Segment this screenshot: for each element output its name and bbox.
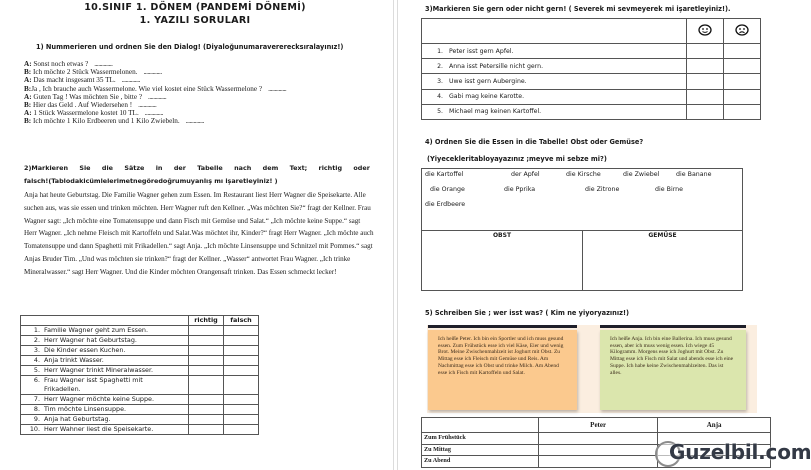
table-row (21, 366, 259, 376)
richtig-cell[interactable] (189, 346, 224, 356)
title-word: Sätze (124, 164, 145, 172)
speaker: A: (24, 92, 32, 101)
falsch-cell[interactable] (224, 405, 259, 415)
dialog-line (24, 85, 286, 93)
statement (21, 376, 189, 395)
statement-text: Familie Wagner geht zum Essen. (44, 326, 148, 334)
richtig-cell[interactable] (189, 376, 224, 395)
richtig-cell[interactable] (189, 395, 224, 405)
speaker: B: (24, 117, 32, 126)
table-row (422, 44, 761, 59)
statement (21, 336, 189, 346)
statement-text: Tim möchte Linsensuppe. (44, 405, 127, 413)
q2-title (24, 164, 370, 172)
dialog-line (24, 76, 286, 84)
dialog-line (24, 60, 286, 68)
q4-subtitle: (Yiyecekleritabloyayazınız ;meyve mi sebze mi?) (427, 155, 607, 163)
word: die Kartoffel (425, 171, 464, 178)
row-number: 3. (33, 346, 40, 354)
meal-label: Zu Mittag (422, 444, 539, 456)
falsch-cell[interactable] (224, 376, 259, 395)
peter-card: Ich heiße Peter. Ich bin ein Sportler und ich muss gesund essen. Zum Frühstück esse ich viel Käse, Eier und wenig Brot. Meine Zwischenmahlzeit ist Joghurt mit Obst. Zu Mittag esse ich Fleisch mit Gemüse und Reis. Am Nachmittag esse ich Obst und trinke Milch. Am Abend esse ich Fisch mit Kartoffeln und Salat. (428, 330, 577, 410)
answer-blank[interactable]: .............. (94, 60, 113, 68)
dislike-cell[interactable] (724, 89, 761, 104)
statement (21, 326, 189, 336)
col-anja: Anja (658, 418, 771, 433)
statement-text: Herr Wahner liest die Speisekarte. (44, 425, 154, 433)
statement (422, 59, 687, 74)
card-top-bar (428, 325, 577, 328)
exam-subtitle: 1. YAZILI SORULARI (139, 15, 251, 26)
sad-face-icon (724, 19, 761, 44)
table-header-blank (422, 418, 539, 433)
statement-text: Peter isst gern Apfel. (449, 47, 514, 55)
meal-label: Zum Frühstück (422, 433, 539, 445)
table-row (422, 59, 761, 74)
word-bank (422, 169, 742, 231)
statement-text: Herr Wagner trinkt Mineralwasser. (44, 366, 154, 374)
col-obst: OBST (422, 230, 583, 290)
row-number: 6. (33, 376, 40, 384)
word: die Zwiebel (623, 171, 660, 178)
dialog-line (24, 109, 286, 117)
dialog-line (24, 93, 286, 101)
table-row (21, 415, 259, 425)
dialog-line (24, 117, 286, 125)
richtig-cell[interactable] (189, 425, 224, 435)
falsch-cell[interactable] (224, 395, 259, 405)
dislike-cell[interactable] (724, 104, 761, 119)
answer-blank[interactable]: .............. (148, 92, 167, 101)
statement (422, 74, 687, 89)
statement-text: Herr Wagner möchte keine Suppe. (44, 395, 154, 403)
title-word: oder (353, 164, 370, 172)
like-dislike-table (421, 18, 761, 120)
statement (422, 44, 687, 59)
speaker: B: (24, 68, 32, 77)
col-gemuese: GEMÜSE (648, 232, 677, 239)
row-number: 1. (437, 47, 443, 55)
happy-face-icon (687, 19, 724, 44)
column-divider (393, 0, 394, 470)
richtig-cell[interactable] (189, 405, 224, 415)
table-row (21, 326, 259, 336)
statement (21, 425, 189, 435)
word: die Banane (676, 171, 712, 178)
statement (21, 395, 189, 405)
col-falsch: falsch (224, 316, 259, 326)
exam-title: 10.SINIF 1. DÖNEM (PANDEMİ DÖNEMİ) (84, 2, 306, 13)
card-top-bar (600, 325, 746, 328)
statement-text: Herr Wagner hat Geburtstag. (44, 336, 137, 344)
falsch-cell[interactable] (224, 425, 259, 435)
statement (21, 346, 189, 356)
speaker: A: (24, 60, 32, 68)
statement-text: Uwe isst gern Aubergine. (449, 77, 527, 85)
statement (21, 356, 189, 366)
title-word: Text; (289, 164, 308, 172)
dialog-text: Sonst noch etwas ? (31, 60, 89, 68)
speaker: B: (24, 84, 32, 93)
like-cell[interactable] (687, 59, 724, 74)
answer-blank[interactable]: .............. (121, 76, 140, 85)
row-number: 9. (33, 415, 40, 423)
row-number: 7. (33, 395, 40, 403)
col-peter: Peter (539, 418, 658, 433)
col-richtig: richtig (189, 316, 224, 326)
answer-blank[interactable]: .............. (144, 109, 163, 118)
q5-title: 5) Schreiben Sie ; wer isst was? ( Kim ne yiyoryazınız!) (425, 309, 629, 317)
dialog-list (24, 60, 286, 126)
dialog-text: Guten Tag ! Was möchten Sie , bitte ? (31, 92, 143, 101)
peter-cell[interactable] (539, 444, 658, 456)
title-word: in (155, 164, 163, 172)
word: die Orange (430, 186, 465, 193)
title-word: dem (262, 164, 279, 172)
table-row (422, 104, 761, 119)
answer-blank[interactable]: .............. (143, 68, 162, 77)
row-number: 2. (437, 62, 443, 70)
richtig-cell[interactable] (189, 415, 224, 425)
dislike-cell[interactable] (724, 59, 761, 74)
watermark (651, 438, 811, 470)
richtig-cell[interactable] (189, 356, 224, 366)
title-word: die (101, 164, 113, 172)
table-row (21, 356, 259, 366)
table-row (21, 376, 259, 395)
speaker: A: (24, 109, 32, 118)
answer-blank[interactable]: .............. (185, 117, 204, 126)
falsch-cell[interactable] (224, 356, 259, 366)
word: die Erdbeere (425, 201, 466, 208)
peter-cell[interactable] (539, 456, 658, 468)
dialog-text: Ich möchte 2 Stück Wassermelonen. (31, 68, 138, 77)
table-row (21, 395, 259, 405)
title-word: der (173, 164, 186, 172)
dialog-text: Ja , Ich brauche auch Wassermelone. Wie viel kostet eine Stück Wassermelone ? (31, 84, 263, 93)
like-cell[interactable] (687, 74, 724, 89)
statement (21, 415, 189, 425)
word: die Birne (655, 186, 684, 193)
speaker: A: (24, 76, 32, 85)
speaker: B: (24, 101, 32, 110)
true-false-table (20, 315, 259, 435)
statement-text: Frau Wagner isst Spaghetti mit (44, 376, 143, 384)
statement (422, 89, 687, 104)
table-row (422, 74, 761, 89)
richtig-cell[interactable] (189, 366, 224, 376)
dislike-cell[interactable] (724, 44, 761, 59)
q2-title-line2: falsch!(Tablodakicümlelerimetnegöredoğrumuyanlış mı işaretleyiniz! ) (24, 177, 278, 185)
word: die Zitrone (585, 186, 620, 193)
falsch-cell[interactable] (224, 326, 259, 336)
dialog-text: 1 Stück Wassermelone kostet 10 TL. (31, 109, 139, 118)
peter-cell[interactable] (539, 433, 658, 445)
like-cell[interactable] (687, 104, 724, 119)
richtig-cell[interactable] (189, 336, 224, 346)
answer-blank[interactable]: .............. (138, 101, 157, 110)
falsch-cell[interactable] (224, 346, 259, 356)
falsch-cell[interactable] (224, 415, 259, 425)
statement-text: Frikadellen. (44, 385, 81, 393)
richtig-cell[interactable] (189, 326, 224, 336)
table-row (21, 425, 259, 435)
dialog-line (24, 68, 286, 76)
statement-text: Die Kinder essen Kuchen. (44, 346, 126, 354)
row-number: 1. (33, 326, 40, 334)
row-number: 10. (29, 425, 40, 433)
watermark-text: Guzelbil.com (669, 440, 811, 464)
word: die Kirsche (566, 171, 601, 178)
fruit-vegetable-table (421, 168, 743, 291)
statement (21, 366, 189, 376)
anja-card: Ich heiße Anja. Ich bin eine Ballerina. Ich muss gesund essen, aber ich muss wenig essen. Ich wiege 45 Kilogramm. Morgens esse ich Joghurt mit Obst. Zu Mittag esse ich Fisch mit Salat und abends esse ich eine Suppe. Ich habe keine Zwischenmahlzeiten. Das ist alles. (600, 330, 746, 410)
statement (422, 104, 687, 119)
table-row (422, 89, 761, 104)
table-row (21, 405, 259, 415)
q1-title: 1) Nummerieren und ordnen Sie den Dialog! (Diyaloğunumaravererecksıralayınız!) (36, 43, 344, 51)
row-number: 5. (437, 108, 443, 116)
column-divider (397, 0, 398, 470)
row-number: 2. (33, 336, 40, 344)
title-word: richtig (318, 164, 343, 172)
row-number: 4. (437, 93, 443, 101)
like-cell[interactable] (687, 89, 724, 104)
statement-text: Anja trinkt Wasser. (44, 356, 104, 364)
statement-text: Anna isst Petersille nicht gern. (449, 62, 544, 70)
title-word: 2)Markieren (24, 164, 69, 172)
dialog-text: Das macht insgesamt 35 TL. (31, 76, 116, 85)
like-cell[interactable] (687, 44, 724, 59)
falsch-cell[interactable] (224, 366, 259, 376)
row-number: 3. (437, 77, 443, 85)
row-number: 4. (33, 356, 40, 364)
table-row (21, 346, 259, 356)
reading-text: Anja hat heute Geburtstag. Die Familie Wagner gehen zum Essen. Im Restaurant liest Herr Wagner die Speisekarte. Alle suchen aus, was sie essen und trinken möchten. Herr Wagner ruft den Kellner. „Was möchten Sie?“ fragt der Kellner. Frau Wagner sagt: „Ich möchte eine Tomatensuppe und dann Fisch mit Gemüse und Salat.“ „Ich möchte keine Suppe.“ sagt Herr Wagner. „Ich nehme Fleisch mit Kartoffeln und Salat.Was möchtet ihr, Kinder?“ fragt Herr Wagner. „Ich möchte auch Tomatensuppe und dann Spaghetti mit Frikadellen.“ sagt Anja. „Ich möchte Linsensuppe und Schnitzel mit Pommes.“ sagt Anjas Bruder Tim. „Und was möchten sie trinken?“ fragt der Kellner. „Wasser“ antwortet Frau Wagner. „Ich trinke Mineralwasser.“ sagt Herr Wagner. Und die Kinder möchten Orangensaft trinken. Das Essen schmeckt lecker! (24, 191, 374, 276)
title-word: Tabelle (197, 164, 223, 172)
table-header-blank (21, 316, 189, 326)
answer-blank[interactable]: .............. (268, 84, 287, 93)
q3-title: 3)Markieren Sie gern oder nicht gern! ( Severek mi sevmeyerek mi işaretleyiniz!). (425, 5, 731, 13)
row-number: 8. (33, 405, 40, 413)
statement (21, 405, 189, 415)
word: der Apfel (511, 171, 540, 178)
title-word: Sie (79, 164, 91, 172)
table-header-blank (422, 19, 687, 44)
word: die Pprika (504, 186, 536, 193)
table-row (21, 336, 259, 346)
dialog-line (24, 101, 286, 109)
title-word: nach (234, 164, 252, 172)
row-number: 5. (33, 366, 40, 374)
q4-title: 4) Ordnen Sie die Essen in die Tabelle! Obst oder Gemüse? (425, 138, 644, 146)
dialog-text: Hier das Geld . Auf Wiedersehen ! (31, 101, 133, 110)
dislike-cell[interactable] (724, 74, 761, 89)
statement-text: Michael mag keinen Kartoffel. (449, 108, 542, 116)
meal-label: Zu Abend (422, 456, 539, 468)
falsch-cell[interactable] (224, 336, 259, 346)
dialog-text: Ich möchte 1 Kilo Erdbeeren und 1 Kilo Zwiebeln. (31, 117, 180, 126)
statement-text: Anja hat Geburtstag. (44, 415, 111, 423)
statement-text: Gabi mag keine Karotte. (449, 93, 525, 101)
